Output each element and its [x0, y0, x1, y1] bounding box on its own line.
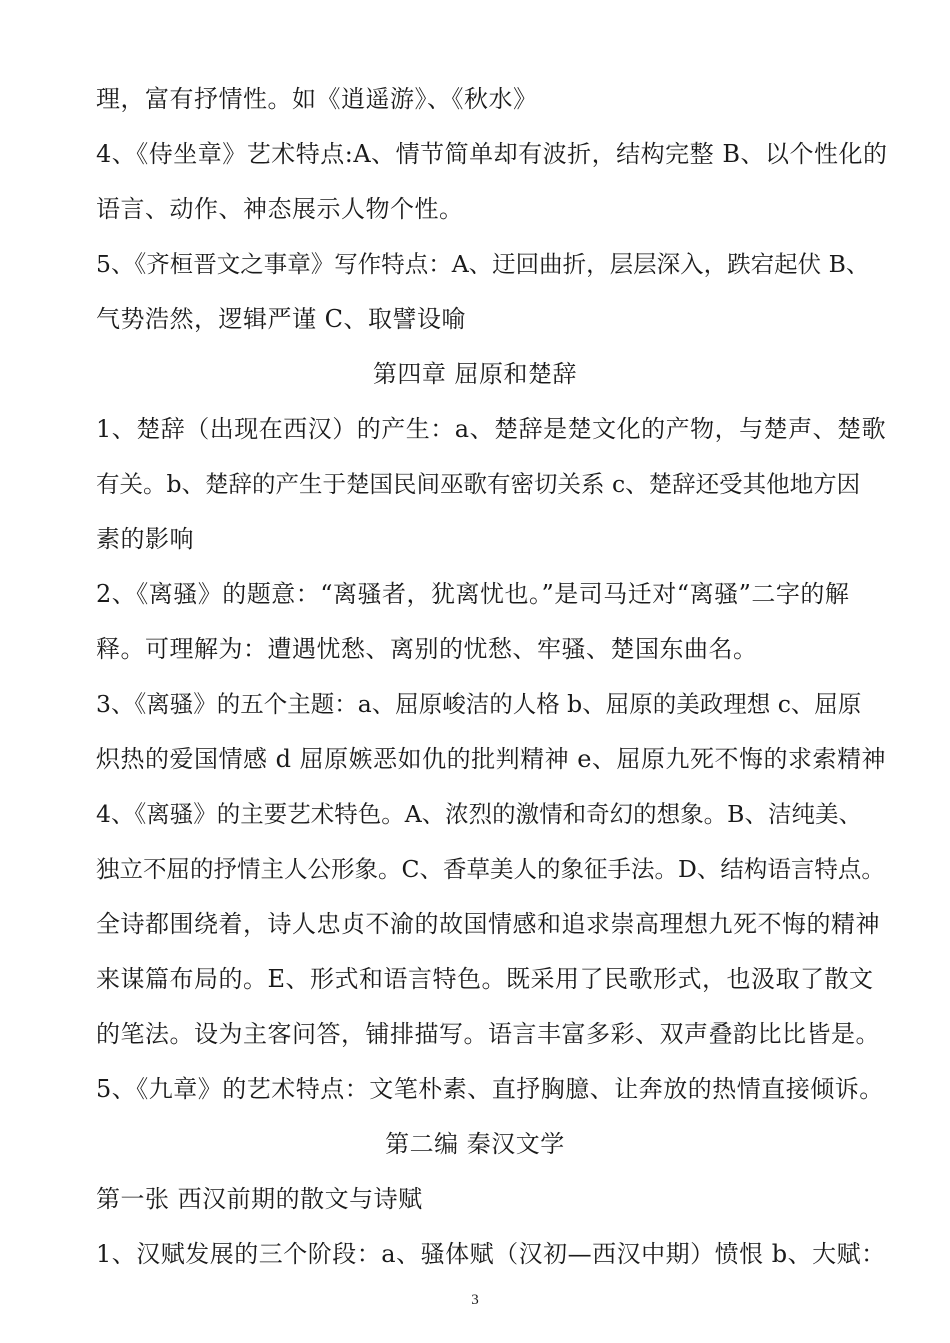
text-line: 2、《离骚》的题意：“离骚者，犹离忧也。”是司马迁对“离骚”二字的解	[96, 580, 850, 608]
part-heading: 第二编 秦汉文学	[385, 1130, 565, 1158]
text-line: 4、《离骚》的主要艺术特色。A、浓烈的激情和奇幻的想象。B、洁纯美、	[96, 800, 862, 828]
text-line: 语言、动作、神态展示人物个性。	[96, 195, 464, 223]
text-line: 气势浩然，逻辑严谨 C、取譬设喻	[96, 305, 466, 333]
text-line: 释。可理解为：遭遇忧愁、离别的忧愁、牢骚、楚国东曲名。	[96, 635, 758, 663]
text-line: 3、《离骚》的五个主题：a、屈原峻洁的人格 b、屈原的美政理想 c、屈原	[96, 690, 862, 718]
text-line: 全诗都围绕着，诗人忠贞不渝的故国情感和追求崇高理想九死不悔的精神	[96, 910, 880, 938]
text-line: 的笔法。设为主客问答，铺排描写。语言丰富多彩、双声叠韵比比皆是。	[96, 1020, 880, 1048]
text-line: 炽热的爱国情感 d 屈原嫉恶如仇的批判精神 e、屈原九死不悔的求索精神	[96, 745, 886, 773]
text-line: 4、《侍坐章》艺术特点:A、情节简单却有波折，结构完整 B、以个性化的	[96, 140, 888, 168]
text-line: 来谋篇布局的。E、形式和语言特色。既采用了民歌形式，也汲取了散文	[96, 965, 874, 993]
text-line: 独立不屈的抒情主人公形象。C、香草美人的象征手法。D、结构语言特点。	[96, 855, 885, 883]
text-line: 1、汉赋发展的三个阶段：a、骚体赋（汉初—西汉中期）愤恨 b、大赋：	[96, 1240, 886, 1268]
page-number: 3	[471, 1292, 479, 1308]
text-line: 素的影响	[96, 525, 194, 553]
text-line: 理，富有抒情性。如《逍遥游》、《秋水》	[96, 85, 538, 113]
text-line: 有关。b、楚辞的产生于楚国民间巫歌有密切关系 c、楚辞还受其他地方因	[96, 470, 861, 498]
text-line: 1、楚辞（出现在西汉）的产生：a、楚辞是楚文化的产物，与楚声、楚歌	[96, 415, 887, 443]
chapter-heading: 第四章 屈原和楚辞	[372, 360, 578, 388]
section-heading: 第一张 西汉前期的散文与诗赋	[96, 1185, 423, 1213]
text-line: 5、《齐桓晋文之事章》写作特点：A、迂回曲折，层层深入，跌宕起伏 B、	[96, 250, 870, 278]
text-line: 5、《九章》的艺术特点：文笔朴素、直抒胸臆、让奔放的热情直接倾诉。	[96, 1075, 884, 1103]
